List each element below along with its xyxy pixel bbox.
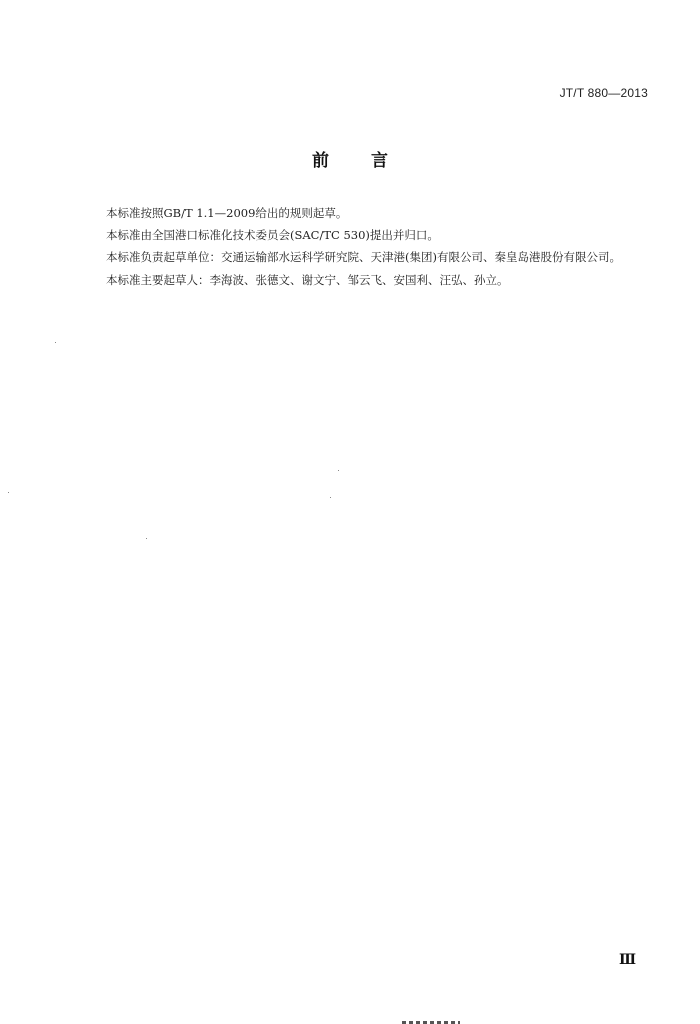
- paragraph-drafters: 本标准主要起草人：李海波、张德文、谢文宁、邹云飞、安国利、汪弘、孙立。: [106, 273, 509, 287]
- scan-speck: [330, 497, 331, 498]
- scan-speck: [8, 492, 9, 493]
- paragraph-proposer: 本标准由全国港口标准化技术委员会(SAC/TC 530)提出并归口。: [106, 228, 439, 242]
- paragraph-drafting-rules: 本标准按照GB/T 1.1—2009给出的规则起草。: [106, 206, 348, 220]
- page-number: Ⅲ: [618, 953, 636, 968]
- scan-speck: [338, 470, 339, 471]
- paragraph-drafting-units: 本标准负责起草单位：交通运输部水运科学研究院、天津港(集团)有限公司、秦皇岛港股份有限公司。: [106, 250, 621, 264]
- scan-speck: [146, 538, 147, 539]
- scan-speck: [55, 342, 56, 343]
- foreword-body: [82, 202, 650, 291]
- title-char-2: 言: [371, 151, 388, 171]
- title-char-1: 前: [312, 151, 329, 171]
- page-title: [0, 146, 700, 171]
- standard-code: JT/T 880—2013: [559, 86, 648, 100]
